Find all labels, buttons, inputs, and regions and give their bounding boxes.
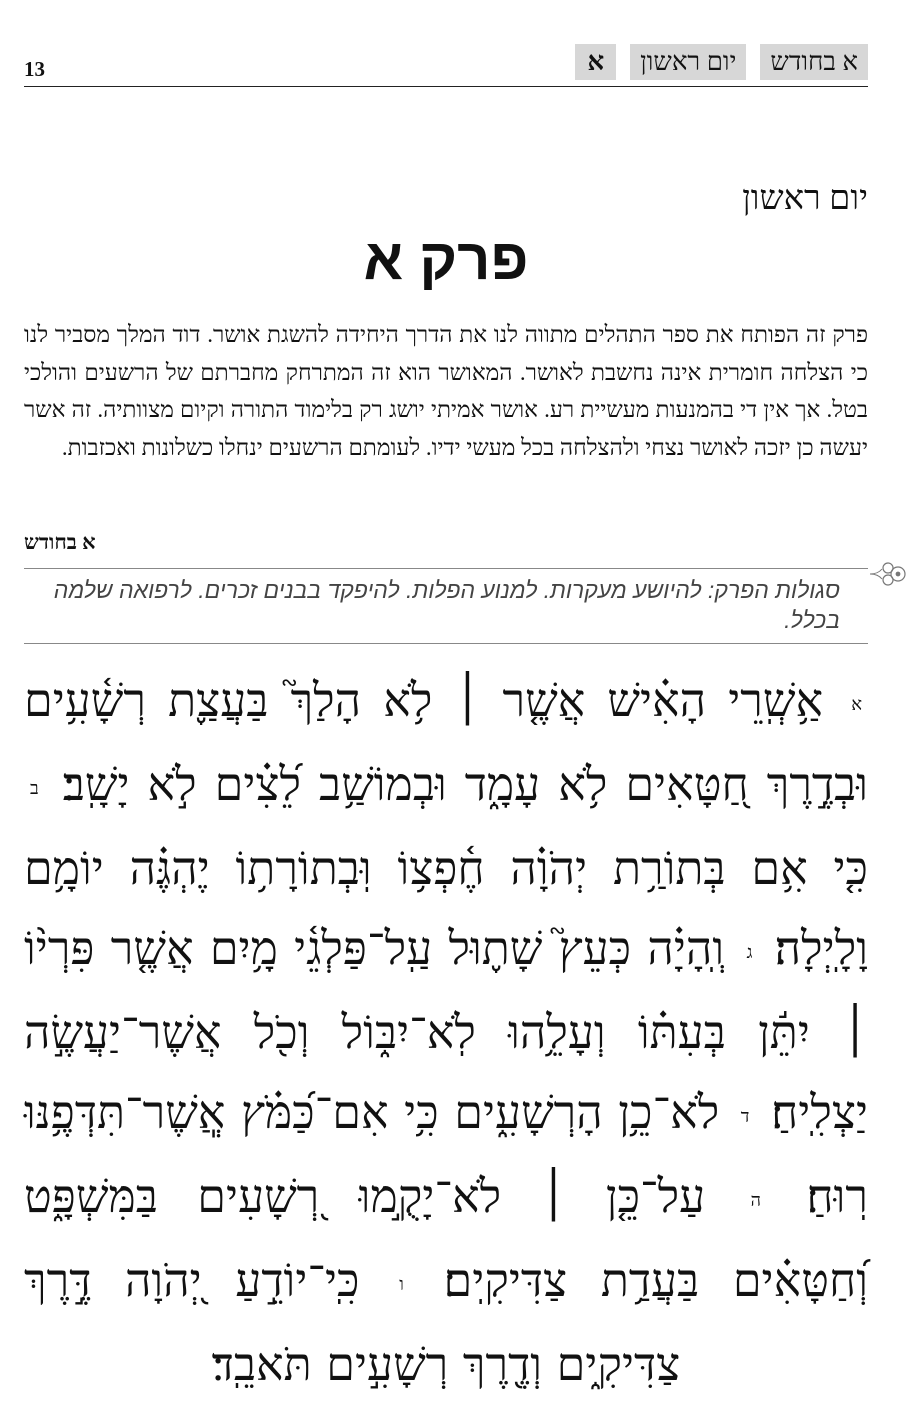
verse-number: ג bbox=[746, 942, 753, 962]
page-header bbox=[24, 40, 868, 87]
tab-date[interactable]: א בחודש bbox=[760, 44, 868, 80]
segulot-text: סגולות הפרק: להיושע מעקרות. למנוע הפלות. להיפקד בבנים זכרים. לרפואה שלמה בכלל. bbox=[53, 577, 840, 633]
date-label: א בחודש bbox=[24, 530, 96, 554]
verse-text: עַל־כֵּ֤ן ׀ לֹא־יָקֻ֣מוּ רְ֭שָׁעִים בַּמִּשְׁפָּ֑ט וְ֝חַטָּאִ֗ים בַּעֲדַ֥ת צַדִּיקִֽים׃ bbox=[24, 1169, 869, 1307]
page-number: 13 bbox=[24, 57, 45, 81]
ornament-icon bbox=[868, 557, 910, 591]
verse-text: וְֽהָיָ֗ה כְּעֵץ֮ שָׁת֢וּל עַֽל־פַּלְגֵ֫י מָ֥יִם אֲשֶׁ֤ר פִּרְי֨וֹ ׀ יִתֵּ֬ן בְּעִתּ֗וֹ וְעָלֵ֥הוּ לֹֽא־יִבּ֑וֹל וְכֹ֖ל אֲשֶׁר־יַעֲשֶׂ֣ה יַצְלִֽיחַ׃ bbox=[24, 921, 869, 1139]
verse-number: ד bbox=[740, 1106, 750, 1126]
verse-text: כִּֽי־יוֹדֵ֣עַ יְ֭הֹוָה דֶּ֣רֶךְ צַדִּיקִ֑ים וְדֶ֖רֶךְ רְשָׁעִ֣ים תֹּאבֵֽד׃ bbox=[24, 1253, 681, 1391]
day-label: יום ראשון bbox=[742, 180, 868, 217]
segulot-box bbox=[24, 568, 868, 644]
tab-chapter[interactable]: א bbox=[575, 44, 616, 80]
verse-number: א bbox=[851, 694, 862, 714]
verse-text: לֹא־כֵ֥ן הָרְשָׁעִ֑ים כִּ֥י אִם־כַּ֝מֹּ֗ץ אֲֽשֶׁר־תִּדְּפֶ֥נּוּ רֽוּחַ׃ bbox=[24, 1085, 869, 1223]
chapter-intro: פרק זה הפותח את ספר התהלים מתווה לנו את הדרך היחידה להשגת אושר. דוד המלך מסביר לנו כי הצלחה חומרית אינה נחשבת לאושר. המאושר הוא זה המתרחק מחברתם של הרשעים והולכי בטל. אך אין די בהמנעות מעשיית רע. אושר אמיתי יושג רק בלימוד התורה וקיום מצוותיה. זה אשר יעשה כן יזכה לאושר נצחי ולהצלחה בכל מעשי ידיו. לעומתם הרשעים ינחלו כשלונות ואכזבות. bbox=[24, 322, 868, 460]
verse-number: ו bbox=[399, 1274, 404, 1294]
header-tabs bbox=[575, 44, 868, 80]
verse-text: אַ֥שְֽׁרֵי הָאִ֗ישׁ אֲשֶׁ֤ר ׀ לֹ֥א הָלַךְ֮ בַּעֲצַ֪ת רְשָׁ֫עִ֥ים וּבְדֶ֣רֶךְ חַ֭טָּאִים לֹ֥א עָמָ֑ד וּבְמוֹשַׁ֥ב לֵ֝צִ֗ים לֹ֣א יָשָֽׁב׃ bbox=[24, 673, 868, 811]
chapter-title: פרק א bbox=[363, 227, 529, 292]
verse-number: ב bbox=[30, 778, 39, 798]
psalm-text bbox=[24, 660, 868, 1404]
verse-number: ה bbox=[750, 1190, 761, 1210]
tab-day[interactable]: יום ראשון bbox=[630, 44, 746, 80]
verse-text: כִּ֤י אִ֥ם בְּתוֹרַ֥ת יְהֹוָ֗ה חֶ֫פְצ֥וֹ וּֽבְתוֹרָת֥וֹ יֶהְגֶּ֗ה יוֹמָ֥ם וָלָֽיְלָה׃ bbox=[24, 841, 868, 975]
